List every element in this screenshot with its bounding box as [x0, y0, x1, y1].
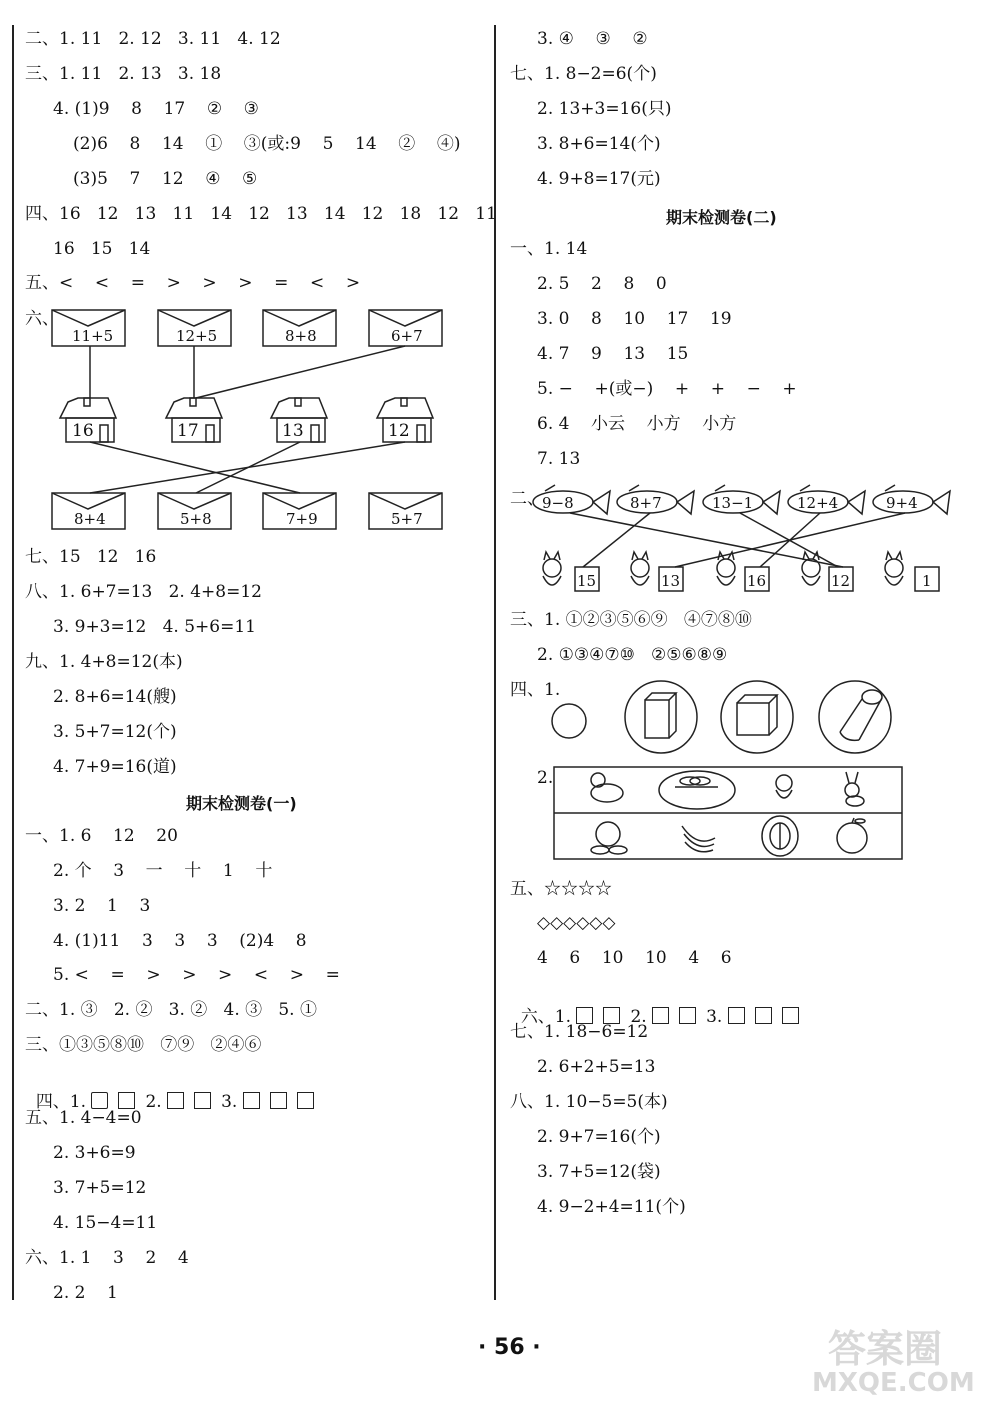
answer-line: 五、☆☆☆☆: [510, 879, 612, 899]
answer-line: 八、1. 10−5=5(本): [510, 1092, 668, 1112]
answer-line: 4. 9+8=17(元): [537, 169, 661, 189]
cabbage-icon: [770, 823, 790, 849]
triangle-box-icon: [728, 1007, 745, 1024]
answer-line: 二、: [510, 489, 544, 509]
answer-line: 4 6 10 10 4 6: [537, 948, 732, 968]
item-label: 3.: [221, 1092, 238, 1112]
envelope-label: 5+7: [391, 510, 423, 528]
circle-box-icon: [243, 1092, 260, 1109]
answer-line: 4. (1)11 3 3 3 (2)4 8: [53, 931, 307, 951]
house-number: 17: [177, 421, 199, 441]
envelope-label: 5+8: [180, 510, 212, 528]
answer-line: 三、1. 11 2. 13 3. 18: [25, 64, 222, 84]
answer-line: (2)6 8 14 ① ③(或:9 5 14 ② ④): [73, 134, 461, 154]
item-label: 四、1.: [35, 1092, 87, 1112]
answer-line: 7. 13: [537, 449, 581, 469]
answer-line: 四、16 12 13 11 14 12 13 14 12 18 12 11: [25, 204, 497, 224]
answer-line: 2. 5 2 8 0: [537, 274, 667, 294]
answer-line: (3)5 7 12 ④ ⑤: [73, 169, 258, 189]
answer-line: 5. − +(或−) + + − +: [537, 379, 797, 399]
answer-line: 二、1. ③ 2. ② 3. ② 4. ③ 5. ①: [25, 1000, 317, 1020]
answer-line: 2. 9+7=16(个): [537, 1127, 661, 1147]
answer-line: 八、1. 6+7=13 2. 4+8=12: [25, 582, 262, 602]
answer-line: 二、1. 11 2. 12 3. 11 4. 12: [25, 29, 281, 49]
answer-line: 3. 7+5=12(袋): [537, 1162, 661, 1182]
fish-label: 9+4: [886, 494, 918, 512]
apple-icon: [837, 818, 867, 853]
check-box-icon: [679, 1007, 696, 1024]
circle-mark-icon: [819, 681, 891, 753]
section-heading: 期末检测卷(一): [186, 794, 297, 813]
circle-mark-icon: [721, 681, 793, 753]
cat-icon: [885, 552, 903, 585]
answer-line: 七、15 12 16: [25, 547, 157, 567]
cat-icon: [776, 775, 792, 798]
answer-line: 3. 9+3=12 4. 5+6=11: [53, 617, 256, 637]
check-box-icon: [755, 1007, 772, 1024]
envelope-label: 8+8: [285, 327, 317, 345]
answer-line: 2. 3+6=9: [53, 1143, 136, 1163]
circle-mark-icon: [625, 681, 697, 753]
answer-line: 3. 7+5=12: [53, 1178, 147, 1198]
cat-box-number: 1: [922, 572, 932, 590]
cat-icon: [802, 552, 820, 585]
answer-line: 九、1. 4+8=12(本): [25, 652, 183, 672]
house-number: 13: [282, 421, 304, 441]
answer-line: 4. 9−2+4=11(个): [537, 1197, 686, 1217]
page-number: · 56 ·: [478, 1335, 541, 1360]
answer-line: 4. 15−4=11: [53, 1213, 158, 1233]
cylinder-icon: [840, 690, 882, 740]
answer-line: 三、1. ①②③⑤⑥⑨ ④⑦⑧⑩: [510, 610, 752, 630]
answer-line: 3. ④ ③ ②: [537, 29, 648, 49]
answer-line: 2. 6+2+5=13: [537, 1057, 656, 1077]
circle-box-icon: [652, 1007, 669, 1024]
answer-line: 3. 8+6=14(个): [537, 134, 661, 154]
answer-line: 2.: [537, 768, 554, 788]
house-number: 16: [72, 421, 94, 441]
cat-box-number: 12: [831, 572, 851, 590]
answer-line: 6. 4 小云 小方 小方: [537, 414, 737, 434]
answer-line: 五、< < = > > > = < >: [25, 273, 361, 293]
section-heading: 期末检测卷(二): [666, 208, 777, 227]
banana-icon: [682, 826, 715, 852]
peach-icon: [591, 822, 627, 854]
circle-mark-icon: [659, 771, 735, 809]
left-margin-rule: [12, 25, 14, 1300]
fish-label: 8+7: [630, 494, 662, 512]
answer-line: 3. 2 1 3: [53, 896, 151, 916]
check-box-icon: [270, 1092, 287, 1109]
cat-box-number: 16: [747, 572, 767, 590]
house-number: 12: [388, 421, 410, 441]
item-label: 2.: [630, 1007, 647, 1027]
empty-box-icon: [782, 1007, 799, 1024]
answer-line: 4. (1)9 8 17 ② ③: [53, 99, 259, 119]
cube-icon: [737, 695, 777, 735]
answer-line: 六、1. 1 3 2 4: [25, 1248, 189, 1268]
answer-line: 一、1. 6 12 20: [25, 826, 178, 846]
envelope-label: 6+7: [391, 327, 423, 345]
cuboid-icon: [645, 693, 676, 738]
circle-box-icon: [167, 1092, 184, 1109]
answer-line: 4. 7 9 13 15: [537, 344, 689, 364]
answer-line: 三、①③⑤⑧⑩ ⑦⑨ ②④⑥: [25, 1035, 262, 1055]
envelope-label: 12+5: [176, 327, 218, 345]
answer-line: 3. 5+7=12(个): [53, 722, 177, 742]
answer-line: 六、: [25, 309, 59, 329]
item-label: 3.: [706, 1007, 723, 1027]
cat-icon: [631, 552, 649, 585]
envelope-label: 7+9: [286, 510, 318, 528]
rabbit-icon: [845, 772, 864, 806]
dragonfly-icon: [675, 777, 718, 787]
circle-mark-icon: [762, 816, 798, 856]
answer-line: 2. 8+6=14(艘): [53, 687, 177, 707]
answer-line: 四、1.: [510, 680, 561, 700]
envelope-label: 11+5: [72, 327, 114, 345]
sphere-icon: [552, 704, 586, 738]
picture-table: [554, 767, 902, 859]
cat-box-number: 15: [577, 572, 597, 590]
answer-line: 2. 13+3=16(只): [537, 99, 672, 119]
fish-label: 9−8: [542, 494, 574, 512]
answer-line: 3. 0 8 10 17 19: [537, 309, 732, 329]
answer-line: ◇◇◇◇◇◇: [537, 913, 616, 933]
watermark-logo: 答案圈: [828, 1327, 943, 1371]
answer-line: 七、1. 18−6=12: [510, 1022, 649, 1042]
answer-line: 5. < = > > > < > =: [53, 965, 340, 985]
cat-icon: [543, 552, 561, 585]
answer-line: 2. ①③④⑦⑩ ②⑤⑥⑧⑨: [537, 645, 728, 665]
envelope-label: 8+4: [74, 510, 106, 528]
check-box-icon: [194, 1092, 211, 1109]
cat-box-number: 13: [661, 572, 681, 590]
dog-icon: [591, 773, 623, 802]
item-label: 2.: [145, 1092, 162, 1112]
cat-icon: [717, 552, 735, 585]
watermark-url: MXQE.COM: [812, 1368, 975, 1398]
item-label: 六、1.: [520, 1007, 572, 1027]
answer-line: 一、1. 14: [510, 239, 588, 259]
empty-box-icon: [297, 1092, 314, 1109]
fish-label: 12+4: [797, 494, 839, 512]
answer-line: 16 15 14: [53, 239, 151, 259]
answer-line: 2. 个 3 一 十 1 十: [53, 861, 273, 881]
answer-line: 4. 7+9=16(道): [53, 757, 177, 777]
answer-line: 2. 2 1: [53, 1283, 118, 1303]
answer-line: 七、1. 8−2=6(个): [510, 64, 657, 84]
fish-label: 13−1: [712, 494, 754, 512]
answer-line: 五、1. 4−4=0: [25, 1108, 142, 1128]
